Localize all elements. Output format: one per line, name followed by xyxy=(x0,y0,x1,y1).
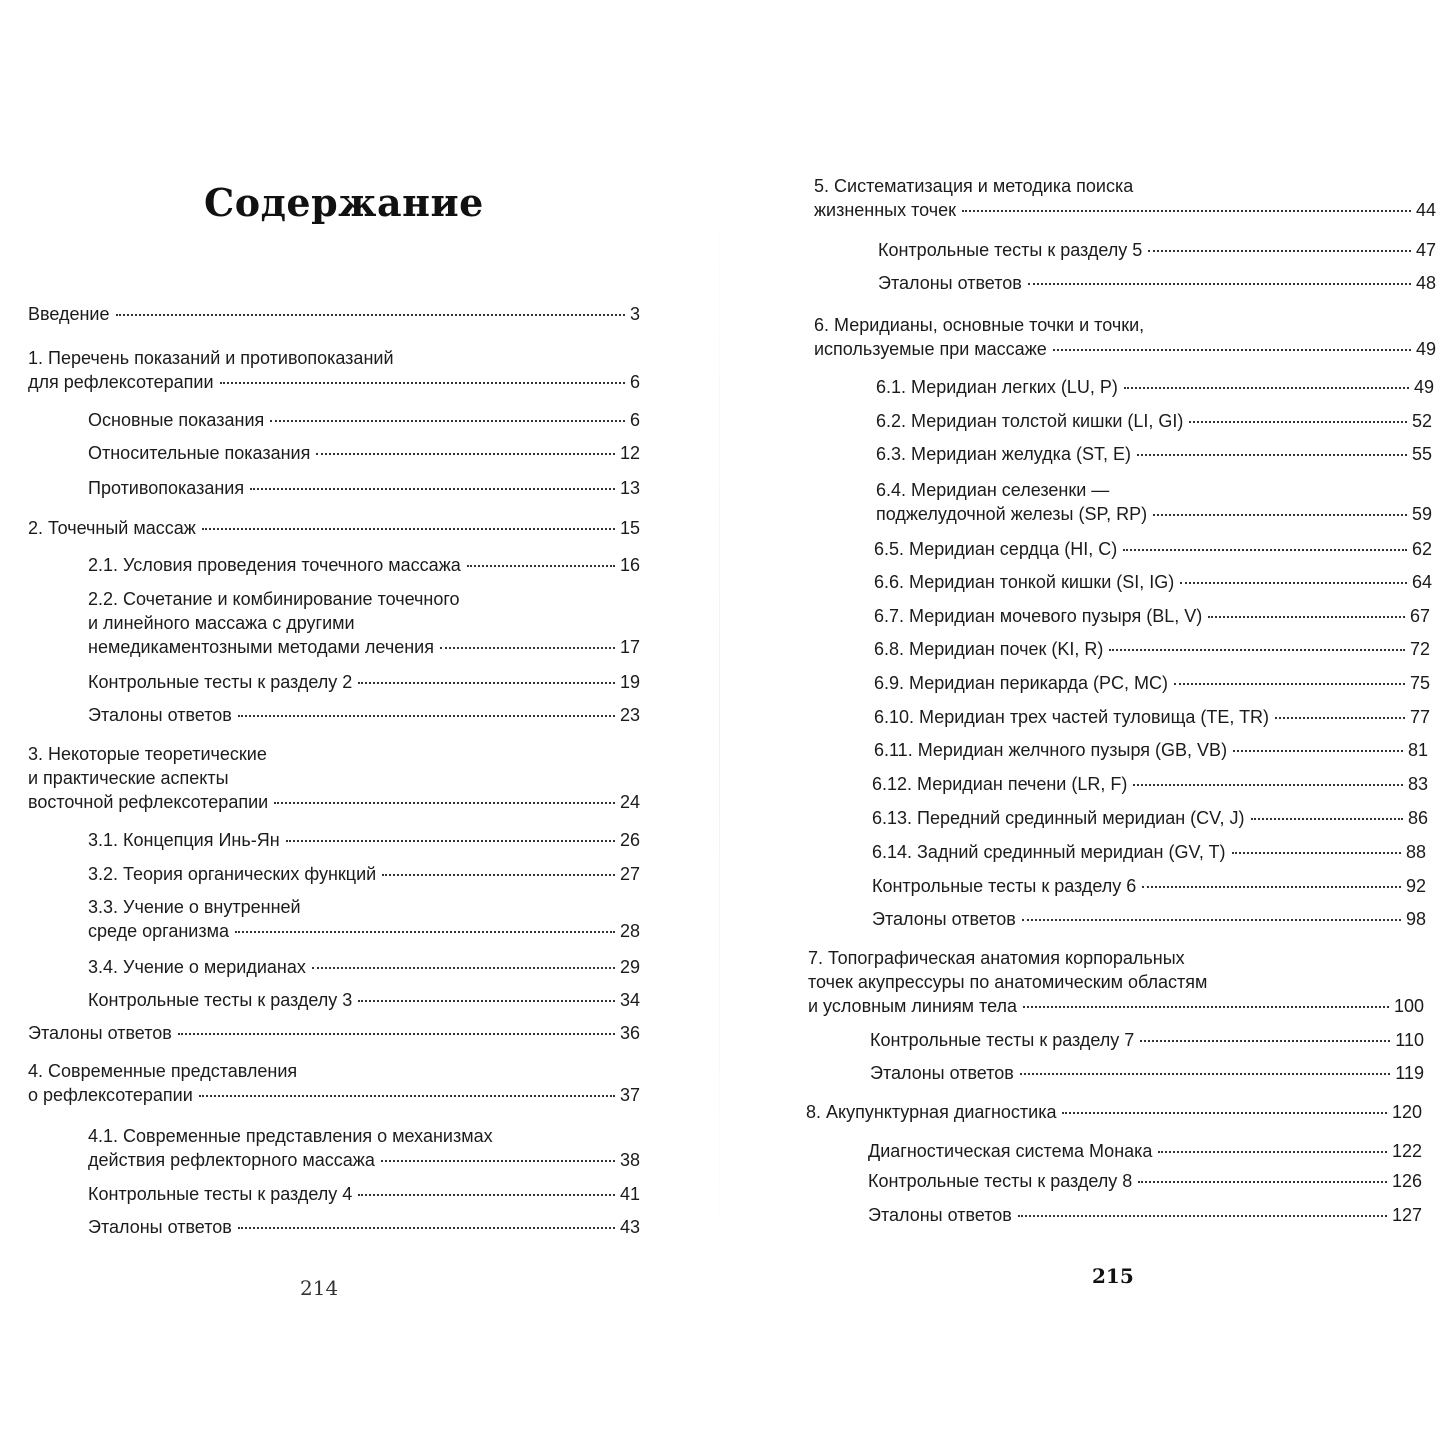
toc-entry-leader-line xyxy=(874,570,1432,594)
dot-leader xyxy=(238,715,615,717)
dot-leader xyxy=(1275,717,1405,719)
toc-entry-title: используемые при массаже xyxy=(814,339,1047,359)
dot-leader xyxy=(1140,1040,1390,1042)
toc-entry xyxy=(872,806,1428,830)
toc-entry-title: 6.10. Меридиан трех частей туловища (TE, TR) xyxy=(874,707,1270,727)
toc-entry-title: 6.11. Меридиан желчного пузыря (GB, VB) xyxy=(874,740,1228,760)
toc-entry xyxy=(874,705,1430,729)
dot-leader xyxy=(1123,549,1407,551)
toc-entry-title: 6.1. Меридиан легких (LU, P) xyxy=(876,377,1118,397)
toc-entry-title: 3.2. Теория органических функций xyxy=(88,864,377,884)
toc-entry-leader-line xyxy=(878,271,1436,295)
toc-entry-title: восточной рефлексотерапии xyxy=(28,792,269,812)
toc-entry-page: 27 xyxy=(619,864,640,884)
toc-entry-leader-line xyxy=(28,302,640,326)
toc-entry-leader-line xyxy=(806,1100,1422,1124)
toc-entry-page: 55 xyxy=(1411,444,1432,464)
toc-entry-leader-line xyxy=(88,553,640,577)
toc-entry-page: 52 xyxy=(1411,411,1432,431)
toc-entry-leader-line xyxy=(88,862,640,886)
dot-leader xyxy=(250,488,615,490)
toc-entry-leader-line xyxy=(872,806,1428,830)
toc-entry-leader-line xyxy=(88,1148,640,1172)
toc-entry-title: 8. Акупунктурная диагностика xyxy=(806,1102,1057,1122)
toc-entry-title: Эталоны ответов xyxy=(878,273,1022,293)
toc-entry-page: 98 xyxy=(1405,909,1426,929)
dot-leader xyxy=(1189,421,1407,423)
toc-entry-leader-line xyxy=(88,988,640,1012)
toc-entry-title: действия рефлекторного массажа xyxy=(88,1150,375,1170)
toc-entry-title: Эталоны ответов xyxy=(872,909,1016,929)
toc-entry-leader-line xyxy=(876,442,1432,466)
toc-entry-line: 3. Некоторые теоретические xyxy=(28,744,267,764)
toc-entry-leader-line xyxy=(88,955,640,979)
toc-entry-leader-line xyxy=(28,370,640,394)
dot-leader xyxy=(381,1160,615,1162)
toc-entry-page: 86 xyxy=(1407,808,1428,828)
toc-entry xyxy=(874,537,1432,561)
toc-entry xyxy=(874,738,1428,762)
toc-entry-title: Основные показания xyxy=(88,410,265,430)
toc-entry-leader-line xyxy=(874,738,1428,762)
dot-leader xyxy=(962,210,1411,212)
toc-entry xyxy=(88,703,640,727)
toc-entry xyxy=(88,476,640,500)
toc-entry-leader-line xyxy=(88,476,640,500)
toc-entry-title: немедикаментозными методами лечения xyxy=(88,637,434,657)
toc-entry-leader-line xyxy=(88,441,640,465)
toc-entry xyxy=(88,408,640,432)
toc-entry xyxy=(28,346,640,394)
toc-entry-title: среде организма xyxy=(88,921,229,941)
toc-entry-page: 16 xyxy=(619,555,640,575)
toc-entry-leader-line xyxy=(88,1215,640,1239)
toc-entry xyxy=(874,671,1430,695)
toc-entry-title: Контрольные тесты к разделу 6 xyxy=(872,876,1137,896)
toc-entry-page: 41 xyxy=(619,1184,640,1204)
toc-entry-line: 3.3. Учение о внутренней xyxy=(88,897,301,917)
toc-entry-page: 49 xyxy=(1413,377,1434,397)
toc-entry-page: 44 xyxy=(1415,200,1436,220)
toc-entry-page: 36 xyxy=(619,1023,640,1043)
dot-leader xyxy=(116,314,625,316)
right-page xyxy=(722,0,1445,1445)
toc-entry xyxy=(876,442,1432,466)
toc-entry-page: 75 xyxy=(1409,673,1430,693)
toc-entry-leader-line xyxy=(876,375,1434,399)
toc-entry-page: 24 xyxy=(619,792,640,812)
left-page xyxy=(0,0,720,1445)
toc-entry-title: Контрольные тесты к разделу 5 xyxy=(878,240,1143,260)
toc-entry-page: 43 xyxy=(619,1217,640,1237)
toc-entry xyxy=(88,1215,640,1239)
dot-leader xyxy=(1174,683,1405,685)
toc-entry-leader-line xyxy=(870,1028,1424,1052)
toc-entry-page: 72 xyxy=(1409,639,1430,659)
toc-entry-title: Контрольные тесты к разделу 8 xyxy=(868,1171,1133,1191)
toc-entry-leader-line xyxy=(88,919,640,943)
toc-entry xyxy=(88,587,640,659)
toc-entry-leader-line xyxy=(872,907,1426,931)
toc-entry-title: поджелудочной железы (SP, RP) xyxy=(876,504,1148,524)
toc-entry-line: точек акупрессуры по анатомическим областям xyxy=(808,972,1208,992)
dot-leader xyxy=(235,931,615,933)
toc-entry xyxy=(28,742,640,814)
toc-entry-title: 6.14. Задний срединный меридиан (GV, T) xyxy=(872,842,1226,862)
toc-entry-leader-line xyxy=(874,537,1432,561)
toc-entry-title: 2.1. Условия проведения точечного массажа xyxy=(88,555,461,575)
toc-entry-page: 37 xyxy=(619,1085,640,1105)
toc-entry-leader-line xyxy=(88,828,640,852)
toc-entry xyxy=(88,828,640,852)
toc-entry-leader-line xyxy=(28,516,640,540)
toc-entry-page: 127 xyxy=(1391,1205,1422,1225)
toc-entry-title: 6.7. Меридиан мочевого пузыря (BL, V) xyxy=(874,606,1203,626)
dot-leader xyxy=(1137,454,1407,456)
toc-entry-leader-line xyxy=(28,1083,640,1107)
left-page-number: 214 xyxy=(300,1276,339,1300)
dot-leader xyxy=(1208,616,1405,618)
toc-entry-page: 28 xyxy=(619,921,640,941)
toc-entry-title: 6.2. Меридиан толстой кишки (LI, GI) xyxy=(876,411,1184,431)
toc-entry-page: 77 xyxy=(1409,707,1430,727)
toc-entry-line: и линейного массажа с другими xyxy=(88,613,355,633)
toc-entry-line: 2.2. Сочетание и комбинирование точечного xyxy=(88,589,460,609)
dot-leader xyxy=(286,840,615,842)
dot-leader xyxy=(1142,886,1401,888)
toc-entry xyxy=(872,840,1426,864)
toc-entry xyxy=(876,375,1434,399)
toc-entry-page: 83 xyxy=(1407,774,1428,794)
toc-entry-title: 6.9. Меридиан перикарда (PC, MC) xyxy=(874,673,1169,693)
toc-entry xyxy=(868,1203,1422,1227)
toc-entry xyxy=(814,313,1436,361)
toc-entry-title: 6.12. Меридиан печени (LR, F) xyxy=(872,774,1128,794)
toc-entry-title: Эталоны ответов xyxy=(88,705,232,725)
dot-leader xyxy=(358,1194,615,1196)
toc-entry-title: 2. Точечный массаж xyxy=(28,518,196,538)
toc-entry-title: жизненных точек xyxy=(814,200,957,220)
dot-leader xyxy=(312,967,615,969)
toc-entry-title: Контрольные тесты к разделу 3 xyxy=(88,990,353,1010)
dot-leader xyxy=(1062,1112,1386,1114)
toc-entry-page: 92 xyxy=(1405,876,1426,896)
toc-entry-page: 122 xyxy=(1391,1141,1422,1161)
toc-entry-title: Введение xyxy=(28,304,110,324)
toc-entry xyxy=(88,988,640,1012)
toc-entry-page: 59 xyxy=(1411,504,1432,524)
dot-leader xyxy=(178,1033,615,1035)
toc-entry-leader-line xyxy=(872,874,1426,898)
dot-leader xyxy=(1233,750,1403,752)
toc-entry-title: Эталоны ответов xyxy=(868,1205,1012,1225)
toc-entry xyxy=(88,862,640,886)
toc-entry-page: 34 xyxy=(619,990,640,1010)
toc-entry-page: 67 xyxy=(1409,606,1430,626)
toc-entry-title: и условным линиям тела xyxy=(808,996,1018,1016)
toc-entry xyxy=(88,441,640,465)
toc-entry-page: 62 xyxy=(1411,539,1432,559)
toc-entry-title: 3.1. Концепция Инь-Ян xyxy=(88,830,280,850)
toc-entry xyxy=(874,637,1430,661)
toc-entry-page: 19 xyxy=(619,672,640,692)
toc-entry xyxy=(88,895,640,943)
toc-entry-title: 6.5. Меридиан сердца (HI, C) xyxy=(874,539,1118,559)
toc-entry-title: Эталоны ответов xyxy=(28,1023,172,1043)
toc-entry-page: 88 xyxy=(1405,842,1426,862)
dot-leader xyxy=(382,874,615,876)
dot-leader xyxy=(1232,852,1401,854)
toc-entry-leader-line xyxy=(88,635,640,659)
dot-leader xyxy=(1153,514,1407,516)
toc-entry-leader-line xyxy=(28,1021,640,1045)
toc-entry-page: 81 xyxy=(1407,740,1428,760)
toc-entry-title: Контрольные тесты к разделу 7 xyxy=(870,1030,1135,1050)
right-page-number: 215 xyxy=(1092,1264,1134,1288)
toc-entry-leader-line xyxy=(808,994,1424,1018)
toc-entry-title: 3.4. Учение о меридианах xyxy=(88,957,306,977)
dot-leader xyxy=(270,420,625,422)
toc-entry-title: Эталоны ответов xyxy=(870,1063,1014,1083)
dot-leader xyxy=(358,1000,615,1002)
dot-leader xyxy=(1124,387,1409,389)
dot-leader xyxy=(199,1095,615,1097)
dot-leader xyxy=(1020,1073,1390,1075)
toc-entry-leader-line xyxy=(814,337,1436,361)
toc-entry-leader-line xyxy=(88,1182,640,1206)
dot-leader xyxy=(1180,582,1407,584)
toc-entry-title: 6.8. Меридиан почек (KI, R) xyxy=(874,639,1104,659)
toc-entry-title: Эталоны ответов xyxy=(88,1217,232,1237)
dot-leader xyxy=(440,647,615,649)
toc-entry-page: 100 xyxy=(1393,996,1424,1016)
toc-entry-page: 49 xyxy=(1415,339,1436,359)
toc-entry-leader-line xyxy=(874,637,1430,661)
toc-entry xyxy=(88,553,640,577)
dot-leader xyxy=(1053,349,1411,351)
toc-entry-page: 13 xyxy=(619,478,640,498)
toc-entry-page: 3 xyxy=(629,304,640,324)
dot-leader xyxy=(316,453,615,455)
toc-entry-page: 120 xyxy=(1391,1102,1422,1122)
toc-entry-page: 17 xyxy=(619,637,640,657)
toc-entry xyxy=(872,874,1426,898)
toc-entry-title: Контрольные тесты к разделу 2 xyxy=(88,672,353,692)
toc-entry xyxy=(88,955,640,979)
toc-entry-title: Контрольные тесты к разделу 4 xyxy=(88,1184,353,1204)
toc-entry xyxy=(814,174,1436,222)
toc-entry-line: 7. Топографическая анатомия корпоральных xyxy=(808,948,1185,968)
dot-leader xyxy=(1109,649,1405,651)
dot-leader xyxy=(467,565,615,567)
toc-entry-leader-line xyxy=(868,1203,1422,1227)
dot-leader xyxy=(1023,1006,1389,1008)
dot-leader xyxy=(1251,818,1403,820)
book-gutter xyxy=(719,170,720,1280)
toc-entry-leader-line xyxy=(868,1139,1422,1163)
toc-entry xyxy=(872,772,1428,796)
dot-leader xyxy=(1022,919,1401,921)
toc-entry-page: 110 xyxy=(1395,1030,1424,1050)
page-title: Содержание xyxy=(204,180,484,225)
toc-entry-leader-line xyxy=(874,671,1430,695)
toc-entry-line: 6.4. Меридиан селезенки — xyxy=(876,480,1110,500)
toc-entry-leader-line xyxy=(88,670,640,694)
dot-leader xyxy=(358,682,615,684)
toc-entry-page: 126 xyxy=(1391,1171,1422,1191)
toc-entry xyxy=(88,1182,640,1206)
toc-entry-page: 29 xyxy=(619,957,640,977)
toc-entry-leader-line xyxy=(876,502,1432,526)
toc-entry xyxy=(874,604,1430,628)
toc-entry xyxy=(876,409,1432,433)
toc-entry-leader-line xyxy=(88,703,640,727)
toc-entry-page: 6 xyxy=(629,372,640,392)
dot-leader xyxy=(1138,1181,1387,1183)
toc-entry-line: 4. Современные представления xyxy=(28,1061,298,1081)
toc-entry-leader-line xyxy=(872,840,1426,864)
toc-entry xyxy=(870,1028,1424,1052)
toc-entry xyxy=(88,670,640,694)
toc-entry-line: 5. Систематизация и методика поиска xyxy=(814,176,1134,196)
toc-entry xyxy=(878,238,1436,262)
toc-entry xyxy=(870,1061,1424,1085)
toc-entry xyxy=(806,1100,1422,1124)
dot-leader xyxy=(1028,283,1411,285)
toc-entry-line: 4.1. Современные представления о механизмах xyxy=(88,1126,493,1146)
toc-entry-leader-line xyxy=(874,705,1430,729)
toc-entry-page: 119 xyxy=(1395,1063,1424,1083)
dot-leader xyxy=(1133,784,1403,786)
toc-entry xyxy=(28,516,640,540)
toc-entry-page: 23 xyxy=(619,705,640,725)
toc-entry xyxy=(876,478,1432,526)
toc-entry-leader-line xyxy=(88,408,640,432)
toc-entry-leader-line xyxy=(28,790,640,814)
toc-entry-page: 15 xyxy=(619,518,640,538)
toc-entry-leader-line xyxy=(874,604,1430,628)
toc-entry xyxy=(878,271,1436,295)
toc-entry xyxy=(868,1139,1422,1163)
toc-entry xyxy=(808,946,1424,1018)
toc-entry-leader-line xyxy=(876,409,1432,433)
dot-leader xyxy=(220,382,625,384)
toc-entry-title: Противопоказания xyxy=(88,478,245,498)
dot-leader xyxy=(202,528,615,530)
toc-entry-title: о рефлексотерапии xyxy=(28,1085,193,1105)
toc-entry-title: 6.13. Передний срединный меридиан (CV, J) xyxy=(872,808,1245,828)
toc-entry-title: Относительные показания xyxy=(88,443,311,463)
toc-entry xyxy=(28,1059,640,1107)
toc-entry-title: Диагностическая система Монака xyxy=(868,1141,1153,1161)
toc-entry-page: 47 xyxy=(1415,240,1436,260)
toc-entry xyxy=(874,570,1432,594)
toc-entry-title: 6.6. Меридиан тонкой кишки (SI, IG) xyxy=(874,572,1175,592)
dot-leader xyxy=(1018,1215,1387,1217)
toc-entry xyxy=(88,1124,640,1172)
toc-entry-page: 26 xyxy=(619,830,640,850)
dot-leader xyxy=(274,802,615,804)
toc-entry-title: 6.3. Меридиан желудка (ST, E) xyxy=(876,444,1131,464)
toc-entry-leader-line xyxy=(868,1169,1422,1193)
toc-entry-leader-line xyxy=(878,238,1436,262)
toc-entry-page: 6 xyxy=(629,410,640,430)
toc-entry xyxy=(28,1021,640,1045)
dot-leader xyxy=(238,1227,615,1229)
toc-entry-page: 12 xyxy=(619,443,640,463)
toc-entry-line: 1. Перечень показаний и противопоказаний xyxy=(28,348,394,368)
toc-entry-line: 6. Меридианы, основные точки и точки, xyxy=(814,315,1145,335)
toc-entry xyxy=(872,907,1426,931)
toc-entry-leader-line xyxy=(872,772,1428,796)
dot-leader xyxy=(1158,1151,1387,1153)
toc-entry-title: для рефлексотерапии xyxy=(28,372,214,392)
toc-entry-leader-line xyxy=(870,1061,1424,1085)
dot-leader xyxy=(1148,250,1411,252)
toc-entry-line: и практические аспекты xyxy=(28,768,229,788)
toc-entry-page: 48 xyxy=(1415,273,1436,293)
toc-entry-page: 38 xyxy=(619,1150,640,1170)
toc-entry xyxy=(868,1169,1422,1193)
toc-entry xyxy=(28,302,640,326)
toc-entry-page: 64 xyxy=(1411,572,1432,592)
toc-entry-leader-line xyxy=(814,198,1436,222)
